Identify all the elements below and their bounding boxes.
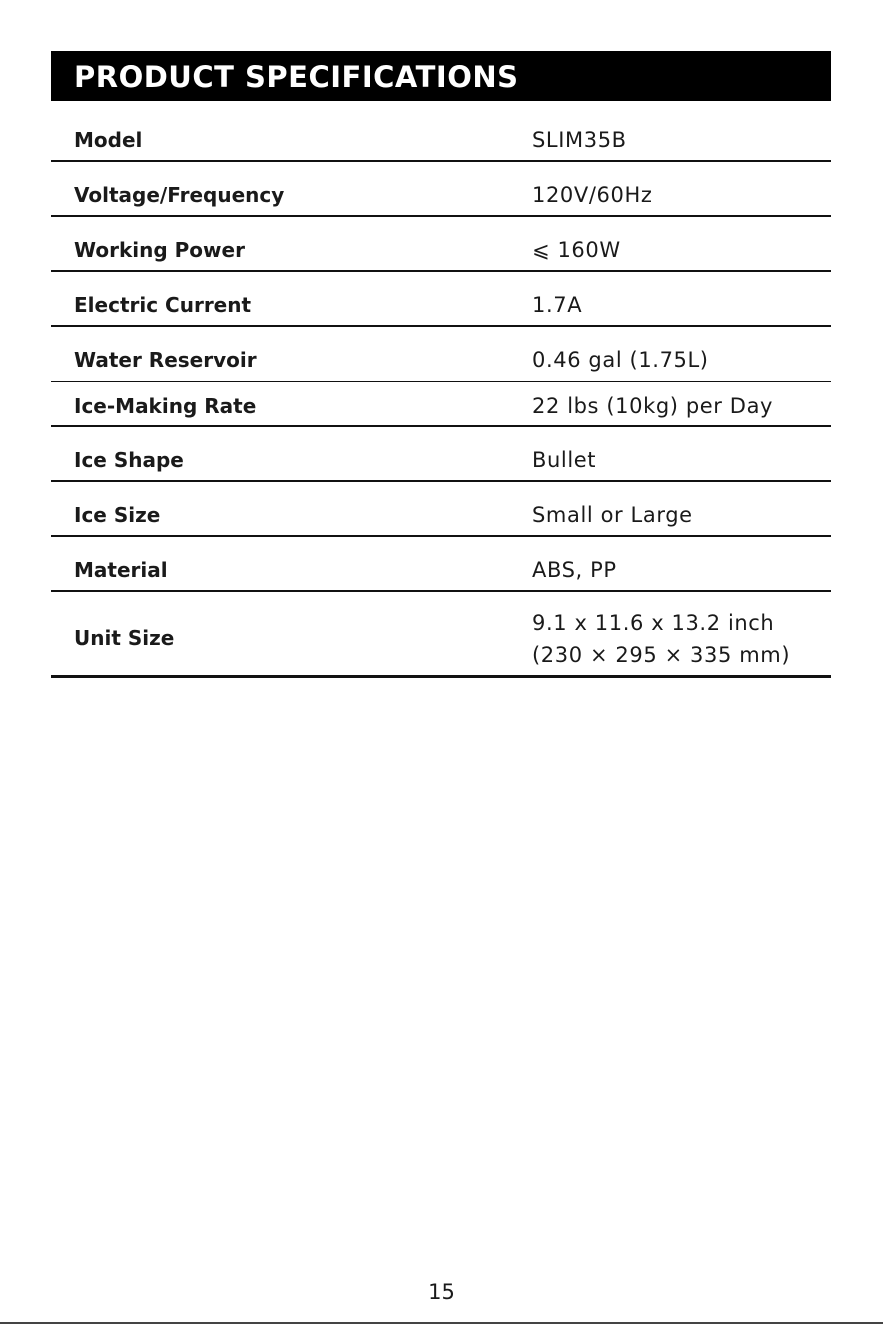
spec-label: Working Power: [74, 238, 245, 262]
section-header: [51, 51, 831, 101]
spec-value: 120V/60Hz: [532, 183, 653, 207]
spec-value: 22 lbs (10kg) per Day: [532, 394, 774, 418]
spec-value: SLIM35B: [532, 128, 627, 152]
spec-value: ABS, PP: [532, 558, 617, 582]
spec-label: Ice-Making Rate: [74, 394, 257, 418]
spec-label: Ice Shape: [74, 448, 184, 472]
section-title: PRODUCT SPECIFICATIONS: [74, 60, 519, 94]
spec-value: Small or Large: [532, 503, 693, 527]
spec-row-working-power: [51, 217, 831, 272]
spec-label: Unit Size: [74, 626, 175, 650]
spec-row-ice-making-rate: [51, 382, 831, 427]
spec-row-material: [51, 537, 831, 592]
spec-row-ice-shape: [51, 427, 831, 482]
spec-value-line-2: (230 × 295 × 335 mm): [532, 643, 791, 667]
spec-row-unit-size: [51, 592, 831, 678]
spec-label: Electric Current: [74, 293, 252, 317]
spec-label: Ice Size: [74, 503, 161, 527]
spec-label: Material: [74, 558, 168, 582]
spec-row-voltage-frequency: [51, 162, 831, 217]
spec-label: Water Reservoir: [74, 348, 257, 372]
spec-value: Bullet: [532, 448, 597, 472]
page-number: 15: [428, 1280, 455, 1304]
spec-label: Voltage/Frequency: [74, 183, 285, 207]
spec-value: 0.46 gal (1.75L): [532, 348, 709, 372]
spec-row-model: [51, 106, 831, 162]
spec-value: 1.7A: [532, 293, 583, 317]
spec-value: ⩽ 160W: [532, 238, 621, 262]
spec-row-ice-size: [51, 482, 831, 537]
spec-row-electric-current: [51, 272, 831, 327]
spec-value-line-1: 9.1 x 11.6 x 13.2 inch: [532, 611, 775, 635]
spec-label: Model: [74, 128, 143, 152]
spec-row-water-reservoir: [51, 327, 831, 382]
